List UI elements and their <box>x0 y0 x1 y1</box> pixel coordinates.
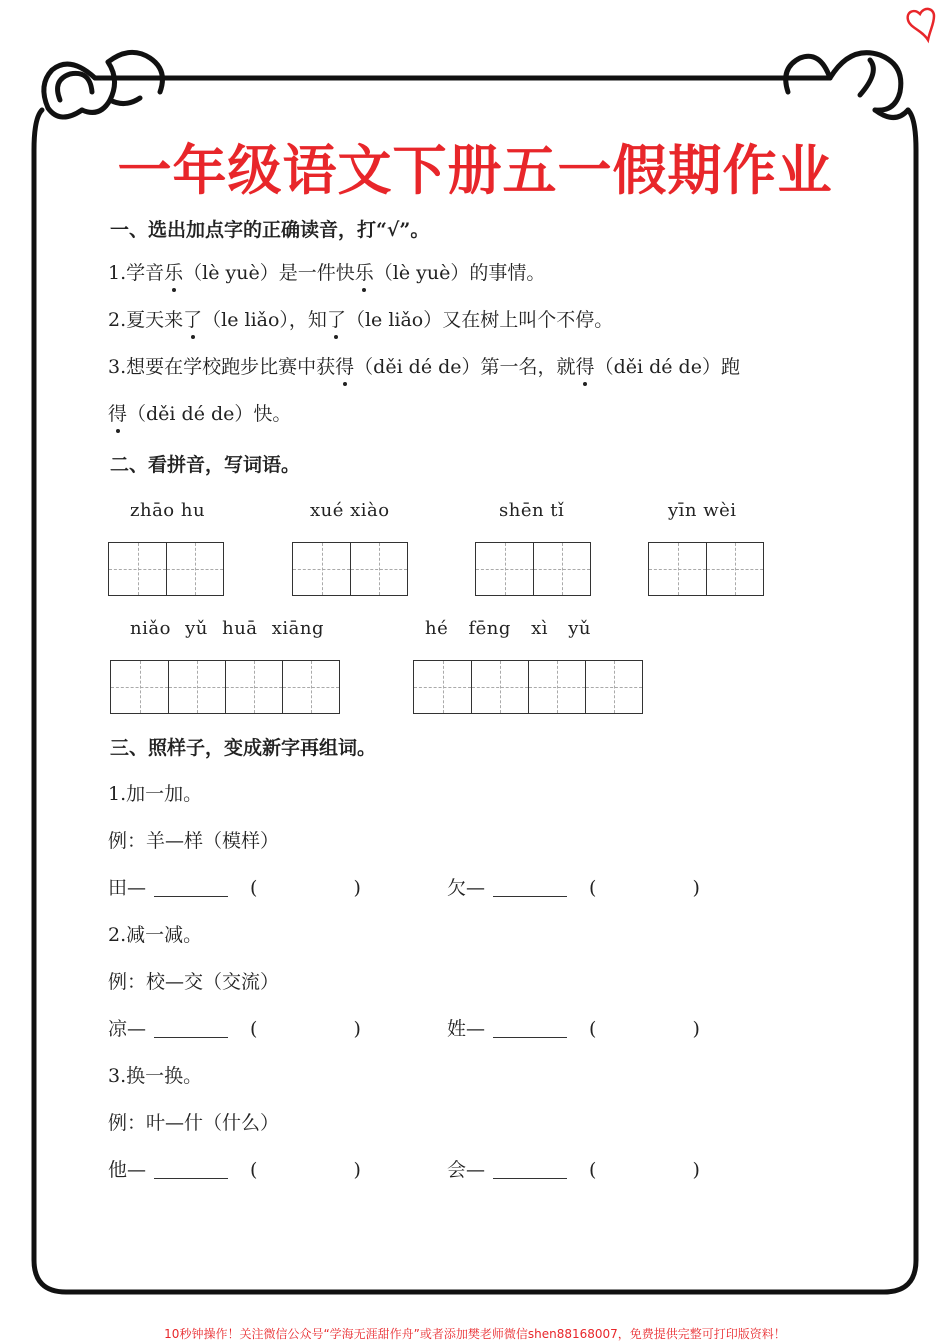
question-1 <box>108 261 545 285</box>
answer-blank[interactable] <box>493 1017 567 1038</box>
q2-dotted-char-2: 了 <box>326 309 346 331</box>
part3-left-char: 他— <box>108 1159 147 1181</box>
part3-example: 例：叶—什（什么） <box>108 1112 280 1134</box>
grid-cell[interactable] <box>168 661 225 713</box>
paren-open: ( <box>589 877 597 899</box>
grid-cell[interactable] <box>706 543 763 595</box>
grid-cell[interactable] <box>350 543 407 595</box>
writing-grid-xuexiao[interactable] <box>292 542 408 596</box>
grid-cell[interactable] <box>414 661 471 713</box>
part3-title: 3.换一换。 <box>108 1065 203 1087</box>
grid-cell[interactable] <box>166 543 223 595</box>
paren-open: ( <box>589 1018 597 1040</box>
grid-cell[interactable] <box>649 543 706 595</box>
pinyin-zhaohu: zhāo hu <box>130 500 206 521</box>
part2-right-char: 姓— <box>447 1018 486 1040</box>
grid-cell[interactable] <box>282 661 339 713</box>
q3-pre: 3.想要在学校跑步比赛中获 <box>108 356 336 378</box>
q2-post: （le liǎo）又在树上叫个不停。 <box>345 309 614 331</box>
page-title: 一年级语文下册五一假期作业 <box>117 139 833 202</box>
part3-right-item <box>447 1158 700 1182</box>
answer-blank[interactable] <box>154 1158 228 1179</box>
writing-grid-niaoyuhuaxiang[interactable] <box>110 660 340 714</box>
part2-right-item <box>447 1017 700 1041</box>
q2-mid: （le liǎo），知 <box>202 309 327 331</box>
grid-cell[interactable] <box>533 543 590 595</box>
writing-grid-hefengxiyu[interactable] <box>413 660 643 714</box>
part3-left-item <box>108 1158 361 1182</box>
paren-close: ) <box>692 877 700 899</box>
footer-notice: 10秒钟操作！关注微信公众号“学海无涯甜作舟”或者添加樊老师微信shen88168007，免费提供完整可打印版资料！ <box>164 1327 786 1341</box>
writing-grid-zhaohu[interactable] <box>108 542 224 596</box>
part1-right-item <box>447 876 700 900</box>
q3-dotted-char-1: 得 <box>335 356 355 378</box>
part1-example: 例：羊—样（模样） <box>108 830 280 852</box>
grid-cell[interactable] <box>528 661 585 713</box>
q1-mid: （lè yuè）是一件快 <box>183 262 355 284</box>
q3-dotted-char-3: 得 <box>108 403 128 425</box>
writing-grid-yinwei[interactable] <box>648 542 764 596</box>
part2-title: 2.减一减。 <box>108 924 203 946</box>
part1-right-char: 欠— <box>447 877 486 899</box>
grid-cell[interactable] <box>476 543 533 595</box>
section3-heading: 三、照样子，变成新字再组词。 <box>110 737 377 759</box>
paren-open: ( <box>250 877 258 899</box>
part2-left-item <box>108 1017 361 1041</box>
grid-cell[interactable] <box>471 661 528 713</box>
grid-cell[interactable] <box>109 543 166 595</box>
q3-post-2: （děi dé de）快。 <box>127 403 292 425</box>
heart-icon <box>908 9 934 40</box>
part1-title: 1.加一加。 <box>108 783 203 805</box>
pinyin-hefengxiyu: hé fēng xì yǔ <box>425 618 592 639</box>
section1-heading: 一、选出加点字的正确读音，打“√”。 <box>110 219 430 241</box>
part2-left-char: 凉— <box>108 1018 147 1040</box>
grid-cell[interactable] <box>225 661 282 713</box>
question-2 <box>108 308 613 332</box>
q2-pre: 2.夏天来 <box>108 309 184 331</box>
q3-mid: （děi dé de）第一名，就 <box>354 356 576 378</box>
pinyin-shenti: shēn tǐ <box>499 500 565 521</box>
part1-left-item <box>108 876 361 900</box>
part2-example: 例：校—交（交流） <box>108 971 280 993</box>
q2-dotted-char-1: 了 <box>183 309 203 331</box>
q1-pre: 1.学音 <box>108 262 165 284</box>
part1-left-char: 田— <box>108 877 147 899</box>
q1-dotted-char-2: 乐 <box>354 262 374 284</box>
grid-cell[interactable] <box>585 661 642 713</box>
paren-open: ( <box>250 1018 258 1040</box>
q1-dotted-char-1: 乐 <box>164 262 184 284</box>
paren-open: ( <box>250 1159 258 1181</box>
paren-close: ) <box>353 1018 361 1040</box>
grid-cell[interactable] <box>111 661 168 713</box>
answer-blank[interactable] <box>493 876 567 897</box>
pinyin-xuexiao: xué xiào <box>310 500 390 521</box>
paren-close: ) <box>353 877 361 899</box>
grid-cell[interactable] <box>293 543 350 595</box>
question-3-line1 <box>108 355 740 379</box>
q3-post: （děi dé de）跑 <box>594 356 740 378</box>
paren-open: ( <box>589 1159 597 1181</box>
q1-post: （lè yuè）的事情。 <box>373 262 546 284</box>
answer-blank[interactable] <box>154 1017 228 1038</box>
writing-grid-shenti[interactable] <box>475 542 591 596</box>
answer-blank[interactable] <box>493 1158 567 1179</box>
part3-right-char: 会— <box>447 1159 486 1181</box>
pinyin-yinwei: yīn wèi <box>668 500 737 521</box>
section2-heading: 二、看拼音，写词语。 <box>110 454 301 476</box>
paren-close: ) <box>692 1018 700 1040</box>
paren-close: ) <box>353 1159 361 1181</box>
question-3-line2 <box>108 402 291 426</box>
pinyin-niaoyuhuaxiang: niǎo yǔ huā xiāng <box>130 618 325 639</box>
paren-close: ) <box>692 1159 700 1181</box>
answer-blank[interactable] <box>154 876 228 897</box>
q3-dotted-char-2: 得 <box>575 356 595 378</box>
